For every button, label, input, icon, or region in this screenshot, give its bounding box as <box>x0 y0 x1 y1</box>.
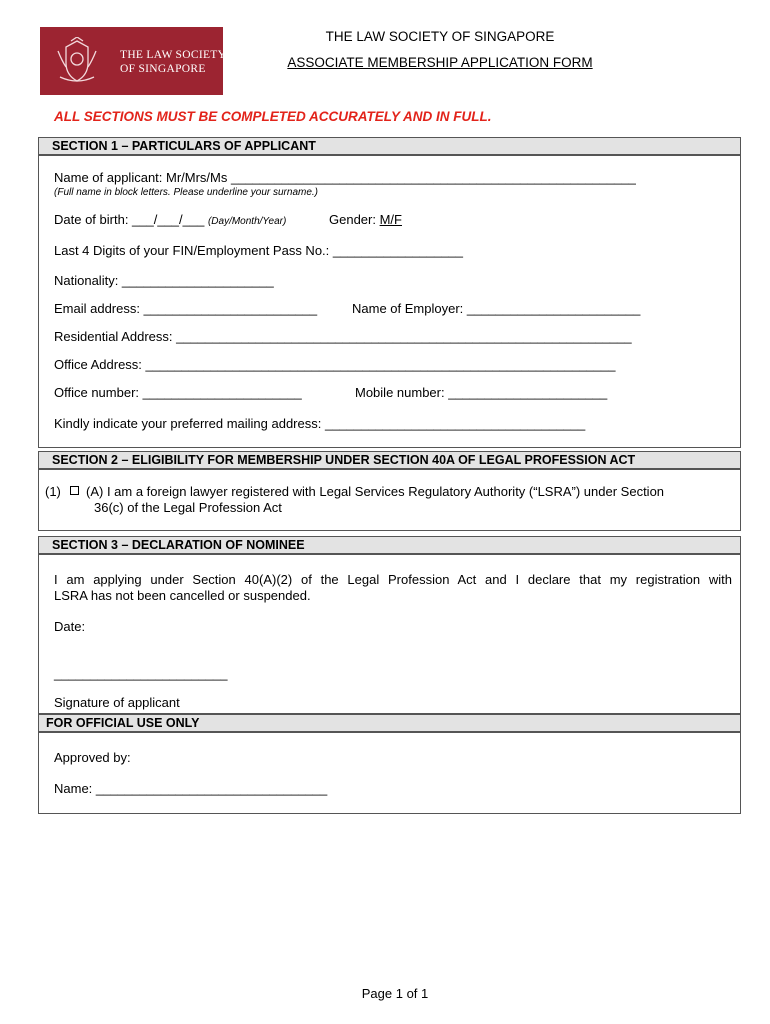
declaration-date-field[interactable]: Date: <box>54 619 86 634</box>
logo-text-line2: OF SINGAPORE <box>120 63 206 75</box>
mailing-address-field[interactable]: Kindly indicate your preferred mailing address: ____________________________________ <box>54 416 586 431</box>
dob-label: Date of birth: ___/___/___ <box>54 212 208 227</box>
official-name-field[interactable]: Name: ________________________________ <box>54 781 328 796</box>
form-title: ASSOCIATE MEMBERSHIP APPLICATION FORM <box>287 55 593 70</box>
signature-label: Signature of applicant <box>54 695 180 710</box>
completion-warning: ALL SECTIONS MUST BE COMPLETED ACCURATELY AND IN FULL. <box>54 109 492 124</box>
logo-text-line1: THE LAW SOCIETY <box>120 49 227 61</box>
organization-title: THE LAW SOCIETY OF SINGAPORE <box>325 29 555 44</box>
gender-value: M/F <box>379 212 402 227</box>
eligibility-item <box>45 484 61 499</box>
gender-label: Gender: <box>329 212 380 227</box>
law-society-logo <box>40 27 227 95</box>
declaration-line2: LSRA has not been cancelled or suspended. <box>54 588 311 603</box>
residential-address-field[interactable]: Residential Address: _______________________________________________________________ <box>54 329 632 344</box>
eligibility-text-line1: (A) I am a foreign lawyer registered with Legal Services Regulatory Authority (“LSRA”) under Section <box>86 484 665 499</box>
crest-icon <box>54 37 100 85</box>
applicant-name-hint: (Full name in block letters. Please underline your surname.) <box>54 187 319 198</box>
office-number-field[interactable]: Office number: ______________________ <box>54 385 302 400</box>
approved-by-field[interactable]: Approved by: <box>54 750 131 765</box>
gender-field[interactable] <box>329 212 402 227</box>
email-field[interactable]: Email address: ________________________ <box>54 301 318 316</box>
section2-header: SECTION 2 – ELIGIBILITY FOR MEMBERSHIP UNDER SECTION 40A OF LEGAL PROFESSION ACT <box>38 451 741 469</box>
nationality-field[interactable]: Nationality: _____________________ <box>54 273 274 288</box>
date-of-birth-field[interactable] <box>54 212 286 227</box>
office-address-field[interactable]: Office Address: _________________________________________________________________ <box>54 357 616 372</box>
item-number: (1) <box>45 484 61 499</box>
official-use-box <box>38 732 741 814</box>
mobile-number-field[interactable]: Mobile number: ______________________ <box>355 385 608 400</box>
page-number: Page 1 of 1 <box>361 986 429 1001</box>
signature-line[interactable]: ________________________ <box>54 666 228 681</box>
employer-field[interactable]: Name of Employer: ________________________ <box>352 301 641 316</box>
section3-header: SECTION 3 – DECLARATION OF NOMINEE <box>38 536 741 554</box>
applicant-name-field[interactable]: Name of applicant: Mr/Mrs/Ms ________________________________________________________ <box>54 170 636 185</box>
eligibility-text-line2: 36(c) of the Legal Profession Act <box>94 500 282 515</box>
fin-field[interactable]: Last 4 Digits of your FIN/Employment Pass No.: __________________ <box>54 243 464 258</box>
eligibility-checkbox[interactable] <box>70 486 79 495</box>
dob-hint: (Day/Month/Year) <box>207 216 287 227</box>
official-use-header: FOR OFFICIAL USE ONLY <box>38 714 741 732</box>
declaration-line1: I am applying under Section 40(A)(2) of the Legal Profession Act and I declare that my registration with <box>54 572 732 587</box>
section1-header: SECTION 1 – PARTICULARS OF APPLICANT <box>38 137 741 155</box>
